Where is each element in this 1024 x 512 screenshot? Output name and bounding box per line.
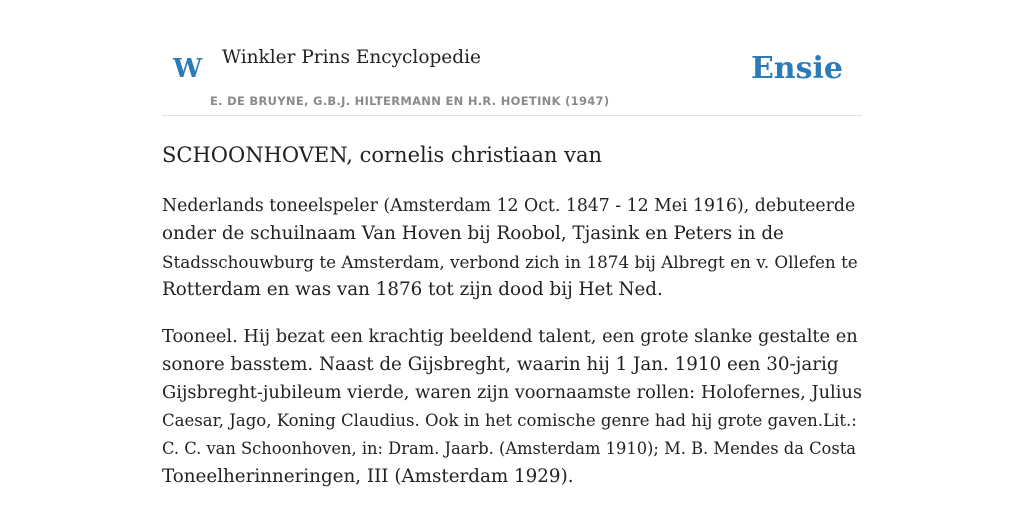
paragraph-line: Gijsbreght-jubileum vierde, waren zijn voornaamste rollen: Holofernes, Julius xyxy=(162,382,862,403)
paragraph-line: Caesar, Jago, Koning Claudius. Ook in het comische genre had hij grote gaven.Lit.: xyxy=(162,411,857,430)
paragraph-line: Toneelherinneringen, III (Amsterdam 1929). xyxy=(162,466,574,487)
paragraph-line: onder de schuilnaam Van Hoven bij Roobol, Tjasink en Peters in de xyxy=(162,223,784,244)
ensie-brand-logo[interactable]: Ensie xyxy=(750,51,843,86)
entry-title: SCHOONHOVEN, cornelis christiaan van xyxy=(162,143,603,167)
entry-paragraph-1 xyxy=(162,192,862,304)
winkler-prins-logo[interactable]: W xyxy=(173,54,203,84)
paragraph-line: Nederlands toneelspeler (Amsterdam 12 Oct. 1847 - 12 Mei 1916), debuteerde xyxy=(162,196,856,216)
paragraph-line: sonore basstem. Naast de Gijsbreght, waarin hij 1 Jan. 1910 een 30-jarig xyxy=(162,354,839,375)
paragraph-line: Rotterdam en was van 1876 tot zijn dood bij Het Ned. xyxy=(162,279,663,300)
header-divider xyxy=(162,115,862,116)
source-title[interactable]: Winkler Prins Encyclopedie xyxy=(222,47,481,68)
paragraph-line: Tooneel. Hij bezat een krachtig beeldend talent, een grote slanke gestalte en xyxy=(162,326,858,347)
source-authors: E. DE BRUYNE, G.B.J. HILTERMANN EN H.R. HOETINK (1947) xyxy=(210,94,610,108)
encyclopedia-page xyxy=(162,0,862,512)
entry-paragraph-2 xyxy=(162,323,862,491)
paragraph-line: Stadsschouwburg te Amsterdam, verbond zich in 1874 bij Albregt en v. Ollefen te xyxy=(162,252,858,272)
paragraph-line: C. C. van Schoonhoven, in: Dram. Jaarb. (Amsterdam 1910); M. B. Mendes da Costa xyxy=(162,439,856,458)
